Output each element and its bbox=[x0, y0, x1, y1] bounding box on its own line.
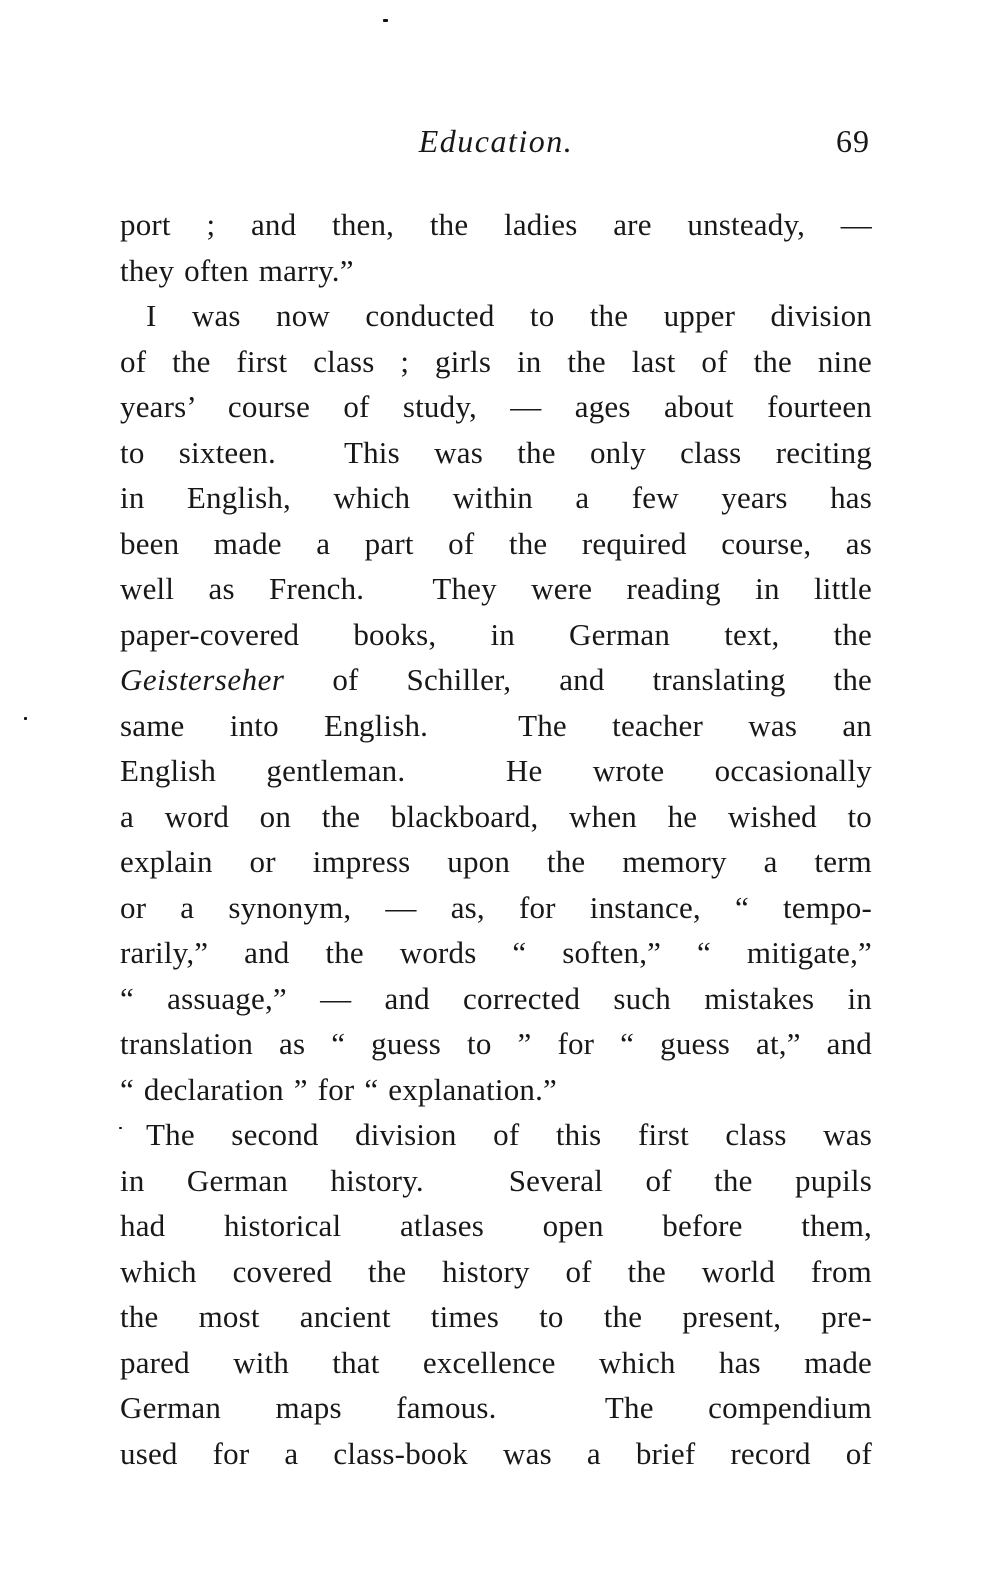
text-segment: The second division of this first class was bbox=[146, 1117, 872, 1152]
italic-book-title: Geisterseher bbox=[120, 662, 285, 697]
text-line bbox=[120, 1158, 872, 1204]
text-line bbox=[120, 1340, 872, 1386]
text-line bbox=[120, 202, 872, 248]
text-line bbox=[120, 930, 872, 976]
text-line bbox=[120, 976, 872, 1022]
text-segment: of Schiller, and translating the bbox=[284, 662, 872, 697]
text-line bbox=[120, 1203, 872, 1249]
text-line bbox=[120, 1249, 872, 1295]
page-header bbox=[120, 121, 872, 165]
text-segment: English gentleman. He wrote occasionally bbox=[120, 753, 872, 788]
text-segment: had historical atlases open before them, bbox=[120, 1208, 872, 1243]
text-line bbox=[120, 1112, 872, 1158]
text-segment: same into English. The teacher was an bbox=[120, 707, 872, 743]
text-segment: rarily,” and the words “ soften,” “ mitigate,” bbox=[120, 935, 872, 970]
text-segment: to sixteen. This was the only class reciting bbox=[120, 434, 872, 470]
print-speck bbox=[383, 19, 388, 22]
text-segment: or a synonym, — as, for instance, “ tempo- bbox=[120, 889, 872, 925]
print-speck bbox=[24, 717, 27, 720]
text-segment: pared with that excellence which has made bbox=[120, 1344, 872, 1380]
text-segment: which covered the history of the world from bbox=[120, 1253, 872, 1289]
running-title: Education. bbox=[418, 123, 574, 159]
text-segment: been made a part of the required course, as bbox=[120, 525, 872, 561]
text-line bbox=[120, 794, 872, 840]
text-line bbox=[120, 748, 872, 794]
text-line bbox=[120, 1294, 872, 1340]
text-line bbox=[120, 339, 872, 385]
text-line bbox=[120, 1431, 872, 1477]
text-line bbox=[120, 430, 872, 476]
text-line bbox=[120, 657, 872, 703]
text-line bbox=[120, 885, 872, 931]
text-segment: paper-covered books, in German text, the bbox=[120, 616, 872, 652]
text-line bbox=[120, 612, 872, 658]
text-segment: “ assuage,” — and corrected such mistakes in bbox=[120, 980, 872, 1016]
text-segment: in English, which within a few years has bbox=[120, 480, 872, 515]
text-line bbox=[120, 248, 872, 294]
text-segment: used for a class-book was a brief record of bbox=[120, 1435, 872, 1471]
text-segment: a word on the blackboard, when he wished to bbox=[120, 798, 872, 834]
text-segment: port ; and then, the ladies are unsteady, — bbox=[120, 207, 872, 242]
text-segment: the most ancient times to the present, pre- bbox=[120, 1299, 872, 1334]
text-line bbox=[120, 293, 872, 339]
text-segment: “ declaration ” for “ explanation.” bbox=[120, 1071, 557, 1107]
text-line bbox=[120, 703, 872, 749]
text-segment: in German history. Several of the pupils bbox=[120, 1162, 872, 1198]
text-segment: well as French. They were reading in little bbox=[120, 571, 872, 606]
text-line bbox=[120, 1021, 872, 1067]
text-line bbox=[120, 475, 872, 521]
text-segment: German maps famous. The compendium bbox=[120, 1390, 872, 1425]
text-line bbox=[120, 384, 872, 430]
text-line bbox=[120, 839, 872, 885]
text-line bbox=[120, 566, 872, 612]
text-line bbox=[120, 1385, 872, 1431]
text-segment: they often marry.” bbox=[120, 252, 354, 288]
text-segment: explain or impress upon the memory a term bbox=[120, 844, 872, 879]
text-line bbox=[120, 521, 872, 567]
text-segment: of the first class ; girls in the last of the nine bbox=[120, 343, 872, 379]
text-segment: I was now conducted to the upper division bbox=[146, 298, 872, 333]
page-body bbox=[120, 202, 872, 1476]
text-line bbox=[120, 1067, 872, 1113]
page-number: 69 bbox=[836, 123, 870, 159]
text-segment: years’ course of study, — ages about fourteen bbox=[120, 389, 872, 424]
text-segment: translation as “ guess to ” for “ guess at,” and bbox=[120, 1026, 872, 1061]
